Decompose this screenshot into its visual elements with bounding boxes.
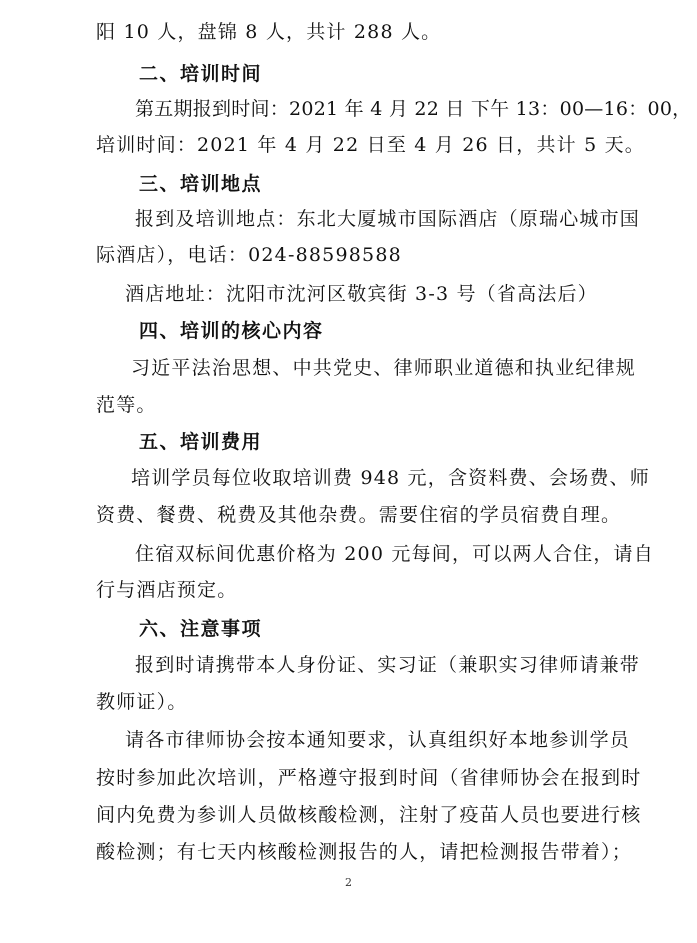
section-heading-training-time: 二、培训时间 (139, 63, 263, 85)
section-heading-training-location: 三、培训地点 (139, 173, 263, 195)
body-line: 间内免费为参训人员做核酸检测，注射了疫苗人员也要进行核 (96, 804, 642, 826)
section-heading-training-fees: 五、培训费用 (139, 431, 263, 453)
body-line: 酒店地址：沈阳市沈河区敬宾街 3-3 号（省高法后） (125, 283, 598, 305)
body-line: 请各市律师协会按本通知要求，认真组织好本地参训学员 (125, 729, 631, 751)
body-line: 行与酒店预定。 (96, 579, 238, 601)
body-line: 培训学员每位收取培训费 948 元，含资料费、会场费、师 (131, 467, 650, 489)
section-heading-notes: 六、注意事项 (139, 618, 263, 640)
section-heading-core-content: 四、培训的核心内容 (139, 320, 324, 342)
page-number: 2 (345, 876, 352, 889)
body-line: 教师证）。 (96, 691, 188, 713)
body-line: 第五期报到时间：2021 年 4 月 22 日 下午 13：00—16：00， (135, 98, 692, 120)
body-line: 资费、餐费、税费及其他杂费。需要住宿的学员宿费自理。 (96, 504, 622, 526)
body-line: 按时参加此次培训，严格遵守报到时间（省律师协会在报到时 (96, 767, 642, 789)
body-line: 报到时请携带本人身份证、实习证（兼职实习律师请兼带 (135, 654, 641, 676)
body-line: 阳 10 人，盘锦 8 人，共计 288 人。 (96, 21, 442, 43)
body-line: 际酒店），电话：024-88598588 (96, 244, 402, 266)
body-line: 培训时间：2021 年 4 月 22 日至 4 月 26 日，共计 5 天。 (96, 134, 646, 156)
body-line: 酸检测；有七天内核酸检测报告的人，请把检测报告带着）； (96, 841, 632, 863)
body-line: 范等。 (96, 394, 157, 416)
body-line: 住宿双标间优惠价格为 200 元每间，可以两人合住，请自 (135, 543, 654, 565)
body-line: 报到及培训地点：东北大厦城市国际酒店（原瑞心城市国 (135, 208, 641, 230)
body-line: 习近平法治思想、中共党史、律师职业道德和执业纪律规 (131, 357, 637, 379)
